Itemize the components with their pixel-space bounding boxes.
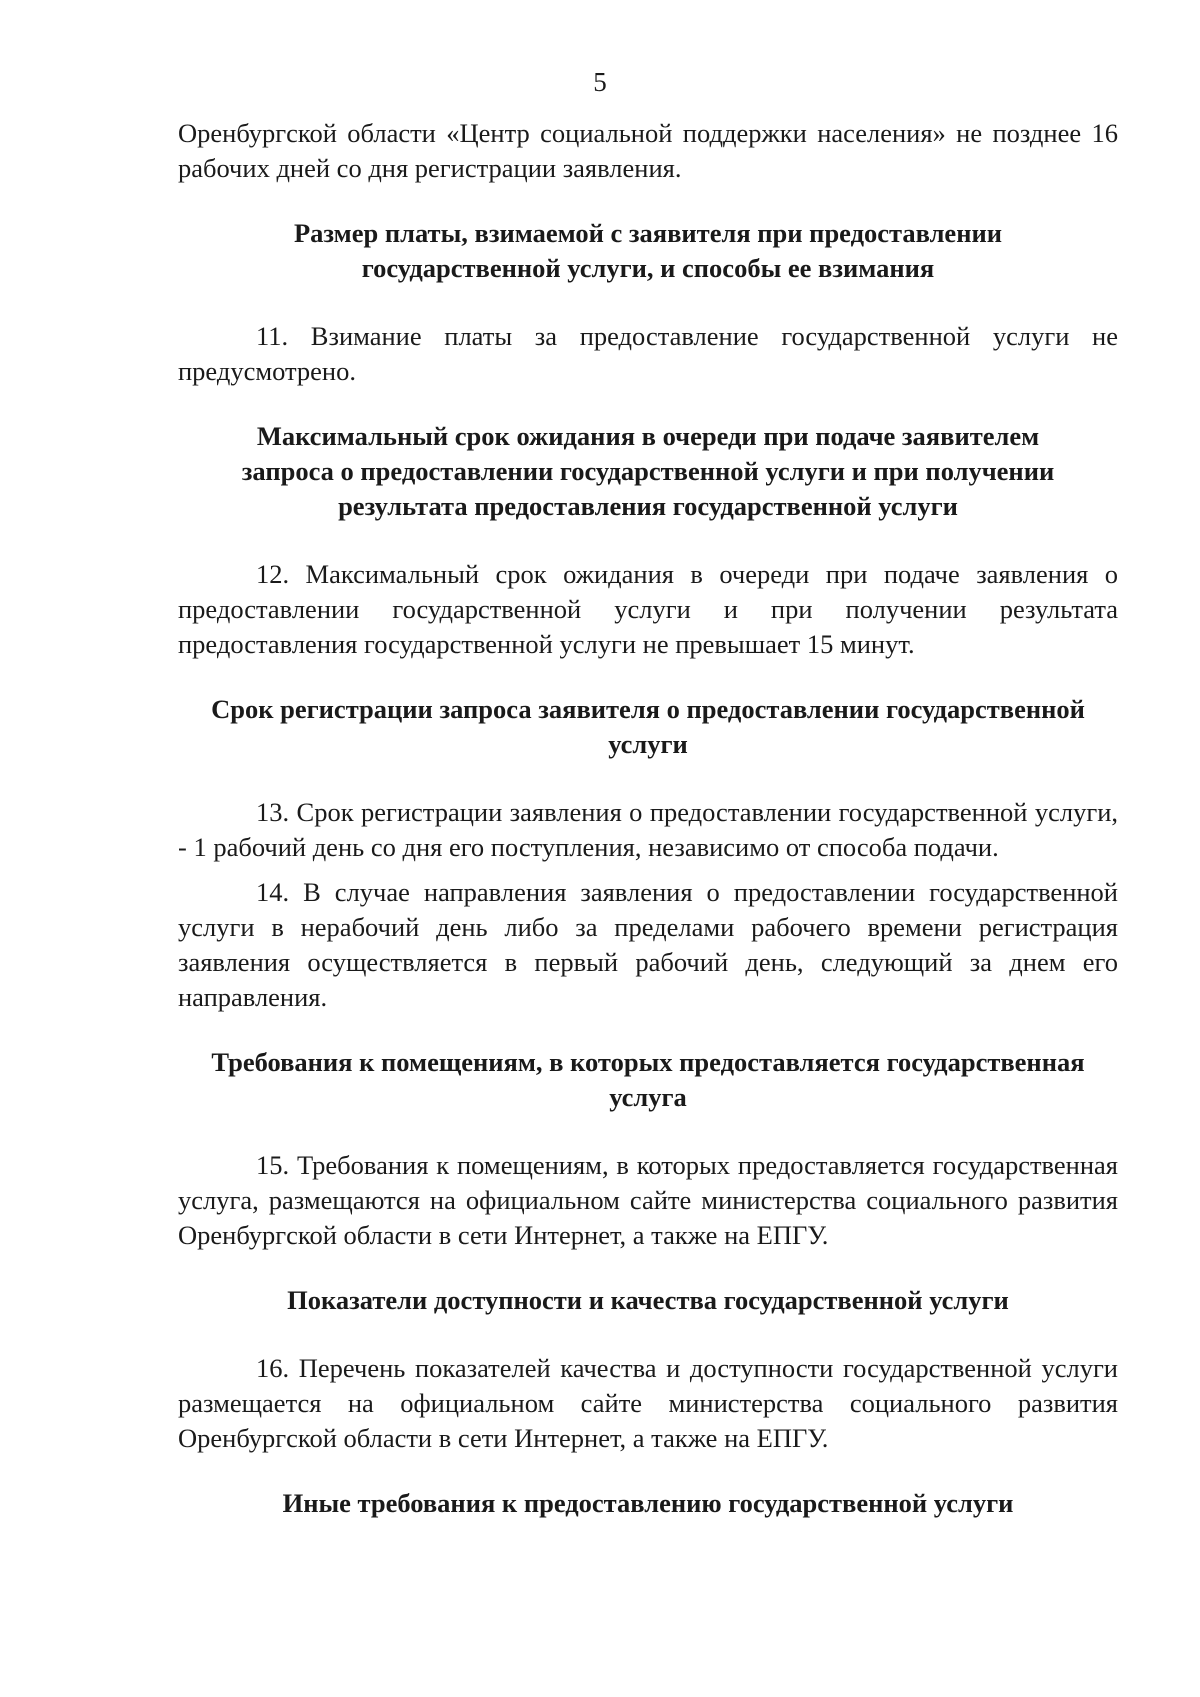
heading-line: услуги [608, 729, 688, 759]
section-heading-registration [178, 692, 1118, 762]
section-heading-premises [178, 1045, 1118, 1115]
paragraph-15: 15. Требования к помещениям, в которых предоставляется государственная услуга, размещаются на официальном сайте министерства социального развития Оренбургской области в сети Интернет, а также на ЕПГУ. [178, 1150, 1118, 1250]
heading-line: Срок регистрации запроса заявителя о предоставлении государственной [211, 694, 1085, 724]
section-heading-other-requirements [178, 1486, 1118, 1521]
section-heading-fee [178, 216, 1118, 286]
heading-line: услуга [609, 1082, 687, 1112]
document-body [178, 116, 1118, 1521]
heading-line: Показатели доступности и качества государственной услуги [287, 1285, 1009, 1315]
paragraph-16: 16. Перечень показателей качества и доступности государственной услуги размещается на официальном сайте министерства социального развития Оренбургской области в сети Интернет, а также на ЕПГУ. [178, 1353, 1118, 1453]
section-heading-queue-time [178, 419, 1118, 524]
heading-line: Требования к помещениям, в которых предоставляется государственная [211, 1047, 1085, 1077]
heading-line: результата предоставления государственной услуги [338, 491, 958, 521]
paragraph-14: 14. В случае направления заявления о предоставлении государственной услуги в нерабочий день либо за пределами рабочего времени регистрация заявления осуществляется в первый рабочий день, следующий за днем его направления. [178, 877, 1118, 1012]
heading-line: Размер платы, взимаемой с заявителя при предоставлении [293, 218, 1003, 248]
paragraph-11: 11. Взимание платы за предоставление государственной услуги не предусмотрено. [178, 321, 1118, 386]
section-heading-quality [178, 1283, 1118, 1318]
heading-line: Иные требования к предоставлению государственной услуги [282, 1488, 1014, 1518]
heading-line: запроса о предоставлении государственной услуги и при получении [241, 456, 1055, 486]
paragraph-13: 13. Срок регистрации заявления о предоставлении государственной услуги, - 1 рабочий день со дня его поступления, независимо от способа подачи. [178, 797, 1118, 862]
paragraph-continuation: Оренбургской области «Центр социальной поддержки населения» не позднее 16 рабочих дней со дня регистрации заявления. [178, 118, 1118, 183]
heading-line: государственной услуги, и способы ее взимания [361, 253, 935, 283]
heading-line: Максимальный срок ожидания в очереди при подаче заявителем [256, 421, 1040, 451]
page-number: 5 [593, 67, 607, 97]
paragraph-12: 12. Максимальный срок ожидания в очереди при подаче заявления о предоставлении государственной услуги и при получении результата предоставления государственной услуги не превышает 15 минут. [178, 559, 1118, 659]
